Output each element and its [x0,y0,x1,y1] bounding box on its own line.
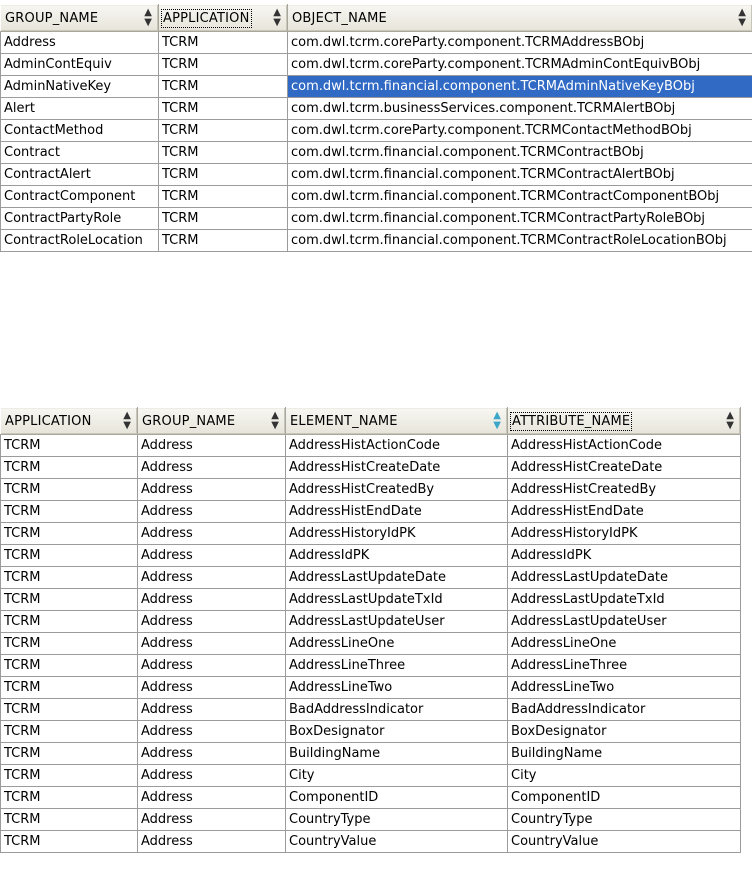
table-cell[interactable]: AddressLineOne [286,633,508,655]
table-cell[interactable]: com.dwl.tcrm.financial.component.TCRMContractAlertBObj [288,164,752,186]
table-cell[interactable]: TCRM [1,765,138,787]
table-cell[interactable]: TCRM [1,501,138,523]
table-row[interactable] [1,164,752,186]
table-cell[interactable]: BadAddressIndicator [286,699,508,721]
table-cell[interactable]: AddressLastUpdateDate [508,567,741,589]
attribute-grid-header [1,408,741,435]
column-header-object-name[interactable] [288,5,752,32]
table-cell[interactable]: Address [138,787,286,809]
table-cell[interactable]: TCRM [159,32,288,54]
table-cell[interactable]: BoxDesignator [286,721,508,743]
table-row[interactable] [1,809,741,831]
table-cell[interactable]: Address [138,589,286,611]
table-cell[interactable]: TCRM [1,809,138,831]
table-cell[interactable]: ContractAlert [1,164,159,186]
table-row[interactable] [1,523,741,545]
column-header-application[interactable] [1,408,138,435]
column-header-label: APPLICATION [163,10,250,26]
column-header-group-name[interactable] [1,5,159,32]
object-grid [0,4,752,252]
table-cell[interactable]: Address [138,611,286,633]
table-cell[interactable]: TCRM [159,164,288,186]
object-grid-header [1,5,752,32]
table-cell[interactable]: AddressLastUpdateDate [286,567,508,589]
table-cell[interactable]: ComponentID [508,787,741,809]
column-header-application[interactable] [159,5,288,32]
table-cell[interactable]: com.dwl.tcrm.coreParty.component.TCRMAddressBObj [288,32,752,54]
column-header-label: ELEMENT_NAME [290,413,398,429]
column-header-label: ATTRIBUTE_NAME [512,413,631,429]
table-row[interactable] [1,677,741,699]
column-header-label: GROUP_NAME [142,413,236,429]
table-cell[interactable]: Address [138,545,286,567]
table-cell[interactable]: AddressLineTwo [508,677,741,699]
table-row[interactable] [1,120,752,142]
sort-arrows-icon[interactable]: ▲ ▼ [273,7,281,28]
table-cell[interactable]: TCRM [1,611,138,633]
column-header-label: GROUP_NAME [5,10,99,26]
table-row[interactable] [1,76,752,98]
column-header-group-name[interactable] [138,408,286,435]
table-cell[interactable]: AddressHistoryIdPK [508,523,741,545]
table-cell[interactable]: TCRM [159,54,288,76]
table-cell[interactable]: TCRM [159,120,288,142]
table-row[interactable] [1,787,741,809]
table-cell[interactable]: Contract [1,142,159,164]
table-cell[interactable]: ContractRoleLocation [1,230,159,252]
table-cell[interactable]: com.dwl.tcrm.financial.component.TCRMContractComponentBObj [288,186,752,208]
table-cell[interactable]: com.dwl.tcrm.financial.component.TCRMContractBObj [288,142,752,164]
table-cell[interactable]: TCRM [1,567,138,589]
table-cell[interactable]: TCRM [159,230,288,252]
table-cell[interactable]: TCRM [1,831,138,853]
sort-arrows-icon[interactable]: ▲ ▼ [123,410,131,431]
table-row[interactable] [1,501,741,523]
table-row[interactable] [1,633,741,655]
table-row[interactable] [1,457,741,479]
table-row[interactable] [1,611,741,633]
table-cell[interactable]: AddressIdPK [286,545,508,567]
table-cell[interactable]: Address [138,809,286,831]
table-cell[interactable]: TCRM [159,142,288,164]
table-cell[interactable]: AdminNativeKey [1,76,159,98]
table-cell[interactable]: City [286,765,508,787]
table-row[interactable] [1,186,752,208]
table-cell[interactable]: TCRM [1,479,138,501]
table-cell[interactable]: AddressHistActionCode [286,435,508,457]
table-cell[interactable]: AddressHistCreateDate [286,457,508,479]
table-cell[interactable]: BadAddressIndicator [508,699,741,721]
table-cell[interactable]: AddressLineThree [508,655,741,677]
table-row[interactable] [1,32,752,54]
table-cell[interactable]: City [508,765,741,787]
table-row[interactable] [1,545,741,567]
column-header-element-name[interactable] [286,408,508,435]
table-row[interactable] [1,54,752,76]
sort-arrows-icon[interactable]: ▲ ▼ [144,7,152,28]
table-row[interactable] [1,589,741,611]
table-cell[interactable]: TCRM [1,589,138,611]
table-cell[interactable]: AddressHistCreatedBy [286,479,508,501]
attribute-grid [0,407,741,853]
table-cell[interactable]: AddressHistCreateDate [508,457,741,479]
table-cell[interactable]: Address [138,567,286,589]
table-row[interactable] [1,831,741,853]
table-cell[interactable]: AddressHistEndDate [286,501,508,523]
table-cell[interactable]: AddressHistCreatedBy [508,479,741,501]
table-cell[interactable]: BoxDesignator [508,721,741,743]
table-row[interactable] [1,230,752,252]
table-cell[interactable]: com.dwl.tcrm.financial.component.TCRMContractRoleLocationBObj [288,230,752,252]
table-cell[interactable]: Address [138,655,286,677]
table-cell[interactable]: TCRM [1,545,138,567]
table-cell[interactable]: com.dwl.tcrm.coreParty.component.TCRMContactMethodBObj [288,120,752,142]
table-row[interactable] [1,721,741,743]
table-cell[interactable]: AddressHistoryIdPK [286,523,508,545]
table-cell[interactable]: ContractComponent [1,186,159,208]
column-header-label: OBJECT_NAME [292,10,387,26]
table-cell[interactable]: TCRM [1,787,138,809]
table-row[interactable] [1,699,741,721]
table-cell[interactable]: Address [138,633,286,655]
table-cell[interactable]: Address [138,523,286,545]
table-cell[interactable]: TCRM [1,523,138,545]
table-cell[interactable]: AddressLastUpdateUser [286,611,508,633]
table-cell[interactable]: TCRM [1,435,138,457]
table-row[interactable] [1,567,741,589]
table-cell[interactable]: TCRM [159,208,288,230]
table-cell[interactable]: Address [1,32,159,54]
table-cell[interactable]: TCRM [1,677,138,699]
table-cell[interactable]: CountryType [508,809,741,831]
table-cell[interactable]: AddressHistEndDate [508,501,741,523]
table-row[interactable] [1,98,752,120]
table-cell[interactable]: TCRM [1,721,138,743]
table-cell[interactable]: ContractPartyRole [1,208,159,230]
table-cell[interactable]: AddressIdPK [508,545,741,567]
table-cell[interactable]: Address [138,677,286,699]
table-cell[interactable]: TCRM [1,743,138,765]
table-row[interactable] [1,655,741,677]
sort-arrows-icon[interactable]: ▲ ▼ [738,7,746,28]
table-cell[interactable]: Address [138,501,286,523]
table-cell[interactable]: Alert [1,98,159,120]
table-cell[interactable]: CountryType [286,809,508,831]
table-cell[interactable]: BuildingName [286,743,508,765]
table-cell[interactable]: CountryValue [286,831,508,853]
table-cell[interactable]: AddressLineThree [286,655,508,677]
table-cell[interactable]: Address [138,831,286,853]
table-cell[interactable]: AdminContEquiv [1,54,159,76]
table-row[interactable] [1,743,741,765]
table-cell[interactable]: TCRM [159,76,288,98]
table-cell[interactable]: Address [138,435,286,457]
sort-arrows-icon[interactable]: ▲ ▼ [726,410,734,431]
table-cell[interactable]: ContactMethod [1,120,159,142]
column-header-attribute-name[interactable] [508,408,741,435]
table-row[interactable] [1,435,741,457]
table-cell[interactable]: BuildingName [508,743,741,765]
table-cell[interactable]: AddressLineOne [508,633,741,655]
table-cell[interactable]: com.dwl.tcrm.financial.component.TCRMAdminNativeKeyBObj [288,76,752,98]
table-cell[interactable]: TCRM [1,699,138,721]
table-row[interactable] [1,765,741,787]
table-cell[interactable]: com.dwl.tcrm.financial.component.TCRMContractPartyRoleBObj [288,208,752,230]
table-row[interactable] [1,142,752,164]
table-row[interactable] [1,208,752,230]
table-cell[interactable]: TCRM [1,655,138,677]
table-cell[interactable]: AddressLastUpdateUser [508,611,741,633]
table-cell[interactable]: ComponentID [286,787,508,809]
table-cell[interactable]: Address [138,479,286,501]
table-cell[interactable]: AddressLastUpdateTxId [508,589,741,611]
table-cell[interactable]: TCRM [1,457,138,479]
table-cell[interactable]: Address [138,699,286,721]
sort-arrows-icon[interactable]: ▲ ▼ [493,410,501,431]
table-cell[interactable]: CountryValue [508,831,741,853]
table-cell[interactable]: TCRM [159,98,288,120]
table-cell[interactable]: com.dwl.tcrm.coreParty.component.TCRMAdminContEquivBObj [288,54,752,76]
table-row[interactable] [1,479,741,501]
table-cell[interactable]: Address [138,457,286,479]
table-cell[interactable]: AddressHistActionCode [508,435,741,457]
table-cell[interactable]: TCRM [159,186,288,208]
table-cell[interactable]: AddressLastUpdateTxId [286,589,508,611]
table-cell[interactable]: TCRM [1,633,138,655]
table-cell[interactable]: com.dwl.tcrm.businessServices.component.TCRMAlertBObj [288,98,752,120]
table-cell[interactable]: Address [138,743,286,765]
column-header-label: APPLICATION [5,413,92,429]
table-cell[interactable]: AddressLineTwo [286,677,508,699]
table-cell[interactable]: Address [138,765,286,787]
table-cell[interactable]: Address [138,721,286,743]
sort-arrows-icon[interactable]: ▲ ▼ [271,410,279,431]
